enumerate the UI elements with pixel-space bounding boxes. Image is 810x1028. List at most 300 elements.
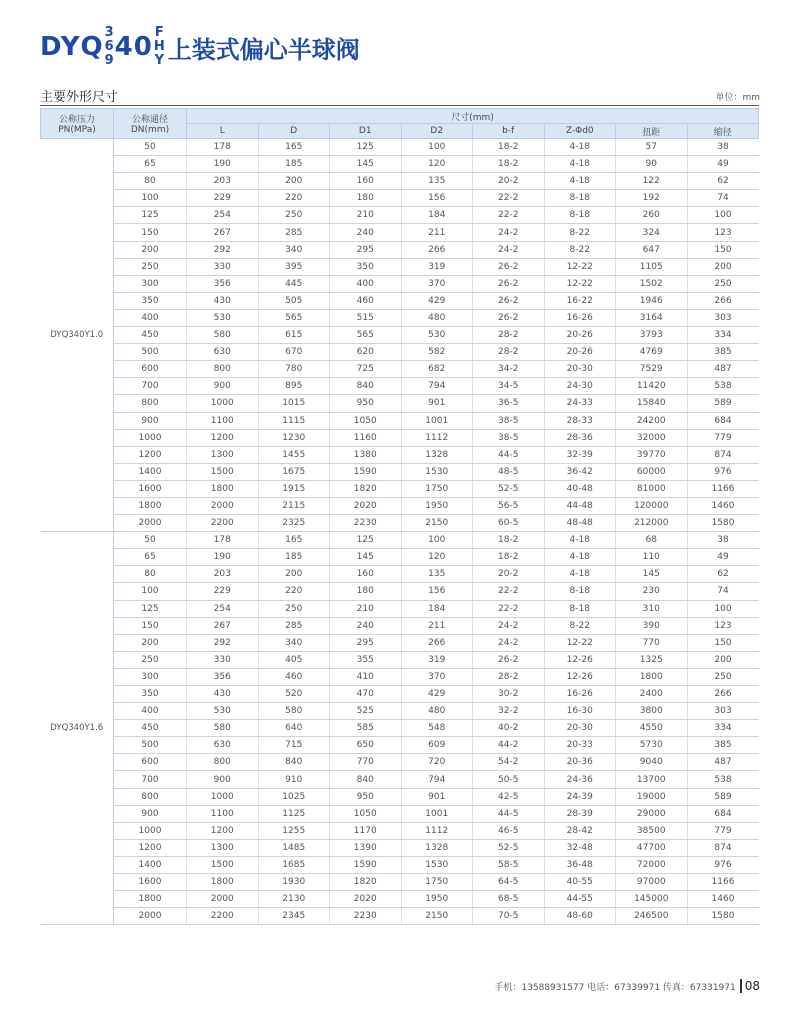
table-cell: 250 <box>258 207 330 224</box>
table-cell: 324 <box>616 224 688 241</box>
table-cell: 405 <box>258 651 330 668</box>
table-cell: 12-22 <box>544 275 616 292</box>
table-cell: 1328 <box>401 839 473 856</box>
dn-cell: 300 <box>114 275 187 292</box>
table-cell: 1502 <box>616 275 688 292</box>
table-cell: 538 <box>687 771 759 788</box>
table-row <box>41 378 759 395</box>
table-cell: 210 <box>330 600 402 617</box>
table-row <box>41 856 759 873</box>
table-cell: 525 <box>330 703 402 720</box>
table-cell: 430 <box>187 292 259 309</box>
table-row <box>41 908 759 925</box>
table-cell: 5730 <box>616 737 688 754</box>
table-row <box>41 497 759 514</box>
table-cell: 28-2 <box>473 668 545 685</box>
dn-cell: 80 <box>114 173 187 190</box>
table-cell: 203 <box>187 566 259 583</box>
table-cell: 480 <box>401 703 473 720</box>
table-cell: 20-26 <box>544 344 616 361</box>
table-cell: 1380 <box>330 446 402 463</box>
table-cell: 100 <box>687 600 759 617</box>
table-row <box>41 361 759 378</box>
table-cell: 800 <box>187 754 259 771</box>
dn-cell: 700 <box>114 378 187 395</box>
table-cell: 2325 <box>258 515 330 532</box>
table-cell: 615 <box>258 327 330 344</box>
table-cell: 1580 <box>687 515 759 532</box>
dn-cell: 65 <box>114 156 187 173</box>
table-cell: 292 <box>187 634 259 651</box>
table-cell: 74 <box>687 583 759 600</box>
table-cell: 1530 <box>401 856 473 873</box>
table-cell: 1750 <box>401 874 473 891</box>
table-cell: 22-2 <box>473 207 545 224</box>
table-cell: 18-2 <box>473 156 545 173</box>
table-cell: 125 <box>330 532 402 549</box>
table-cell: 1112 <box>401 822 473 839</box>
dn-cell: 800 <box>114 395 187 412</box>
table-cell: 2200 <box>187 908 259 925</box>
table-cell: 340 <box>258 241 330 258</box>
table-cell: 356 <box>187 275 259 292</box>
table-cell: 1800 <box>187 480 259 497</box>
table-cell: 13700 <box>616 771 688 788</box>
table-cell: 1500 <box>187 463 259 480</box>
table-cell: 40-2 <box>473 720 545 737</box>
table-cell: 90 <box>616 156 688 173</box>
table-cell: 145000 <box>616 891 688 908</box>
table-cell: 19000 <box>616 788 688 805</box>
table-row <box>41 771 759 788</box>
table-cell: 3793 <box>616 327 688 344</box>
table-cell: 1100 <box>187 805 259 822</box>
table-cell: 682 <box>401 361 473 378</box>
dn-cell: 400 <box>114 309 187 326</box>
table-cell: 1500 <box>187 856 259 873</box>
dn-cell: 2000 <box>114 515 187 532</box>
table-cell: 1590 <box>330 856 402 873</box>
table-cell: 26-2 <box>473 292 545 309</box>
table-cell: 135 <box>401 566 473 583</box>
table-cell: 178 <box>187 139 259 156</box>
table-cell: 28-2 <box>473 327 545 344</box>
table-cell: 385 <box>687 737 759 754</box>
table-cell: 670 <box>258 344 330 361</box>
table-cell: 4-18 <box>544 173 616 190</box>
table-cell: 330 <box>187 258 259 275</box>
table-row <box>41 788 759 805</box>
table-cell: 8-18 <box>544 583 616 600</box>
table-cell: 8-18 <box>544 600 616 617</box>
table-cell: 240 <box>330 224 402 241</box>
table-cell: 48-5 <box>473 463 545 480</box>
table-cell: 1000 <box>187 788 259 805</box>
table-cell: 165 <box>258 532 330 549</box>
column-header: L <box>187 124 259 139</box>
dn-cell: 1800 <box>114 497 187 514</box>
table-cell: 1950 <box>401 891 473 908</box>
footer-contact: 手机：13588931577 电话：67339971 传真：67331971 <box>494 982 736 993</box>
table-cell: 68-5 <box>473 891 545 908</box>
footer <box>494 979 760 993</box>
table-cell: 976 <box>687 856 759 873</box>
dn-cell: 125 <box>114 600 187 617</box>
table-cell: 725 <box>330 361 402 378</box>
table-cell: 22-2 <box>473 583 545 600</box>
table-cell: 356 <box>187 668 259 685</box>
table-row <box>41 720 759 737</box>
dn-cell: 600 <box>114 754 187 771</box>
dn-cell: 500 <box>114 737 187 754</box>
table-cell: 460 <box>330 292 402 309</box>
table-cell: 110 <box>616 549 688 566</box>
title-product-name: 上装式偏心半球阀 <box>167 35 360 64</box>
dn-cell: 1400 <box>114 856 187 873</box>
table-cell: 900 <box>187 771 259 788</box>
table-row <box>41 686 759 703</box>
table-cell: 211 <box>401 617 473 634</box>
table-cell: 8-18 <box>544 207 616 224</box>
table-cell: 8-22 <box>544 241 616 258</box>
table-cell: 100 <box>687 207 759 224</box>
table-cell: 26-2 <box>473 275 545 292</box>
title-mid: 40 <box>114 32 153 62</box>
table-cell: 319 <box>401 258 473 275</box>
table-cell: 2230 <box>330 515 402 532</box>
table-cell: 285 <box>258 617 330 634</box>
table-cell: 267 <box>187 224 259 241</box>
table-cell: 266 <box>687 686 759 703</box>
table-cell: 1800 <box>187 874 259 891</box>
table-row <box>41 327 759 344</box>
table-cell: 901 <box>401 788 473 805</box>
dn-cell: 150 <box>114 224 187 241</box>
table-cell: 24-2 <box>473 617 545 634</box>
dn-cell: 1600 <box>114 874 187 891</box>
table-cell: 895 <box>258 378 330 395</box>
table-cell: 200 <box>258 173 330 190</box>
table-cell: 530 <box>187 703 259 720</box>
table-cell: 220 <box>258 583 330 600</box>
table-cell: 16-26 <box>544 686 616 703</box>
table-cell: 44-5 <box>473 805 545 822</box>
table-cell: 150 <box>687 241 759 258</box>
table-cell: 212000 <box>616 515 688 532</box>
title-stack-digit: 9 <box>104 53 114 68</box>
table-cell: 24200 <box>616 412 688 429</box>
table-cell: 39770 <box>616 446 688 463</box>
table-cell: 50-5 <box>473 771 545 788</box>
model-group-label: DYQ340Y1.6 <box>41 532 114 925</box>
table-cell: 44-2 <box>473 737 545 754</box>
table-cell: 285 <box>258 224 330 241</box>
dn-cell: 300 <box>114 668 187 685</box>
table-cell: 840 <box>330 378 402 395</box>
table-cell: 74 <box>687 190 759 207</box>
table-cell: 250 <box>258 600 330 617</box>
table-cell: 211 <box>401 224 473 241</box>
table-row <box>41 839 759 856</box>
table-cell: 630 <box>187 737 259 754</box>
table-row <box>41 805 759 822</box>
table-cell: 184 <box>401 600 473 617</box>
dn-cell: 500 <box>114 344 187 361</box>
table-cell: 125 <box>330 139 402 156</box>
table-cell: 1025 <box>258 788 330 805</box>
table-cell: 910 <box>258 771 330 788</box>
table-cell: 2000 <box>187 891 259 908</box>
table-cell: 1328 <box>401 446 473 463</box>
table-cell: 20-26 <box>544 327 616 344</box>
table-cell: 190 <box>187 156 259 173</box>
table-cell: 874 <box>687 839 759 856</box>
table-cell: 38-5 <box>473 429 545 446</box>
table-cell: 160 <box>330 566 402 583</box>
dn-cell: 80 <box>114 566 187 583</box>
table-cell: 1455 <box>258 446 330 463</box>
column-header: D1 <box>330 124 402 139</box>
table-row <box>41 292 759 309</box>
table-row <box>41 634 759 651</box>
table-cell: 515 <box>330 309 402 326</box>
table-cell: 1685 <box>258 856 330 873</box>
table-cell: 4-18 <box>544 549 616 566</box>
table-cell: 1800 <box>616 668 688 685</box>
dn-cell: 450 <box>114 720 187 737</box>
table-cell: 28-36 <box>544 429 616 446</box>
table-cell: 292 <box>187 241 259 258</box>
dn-cell: 150 <box>114 617 187 634</box>
table-cell: 2345 <box>258 908 330 925</box>
table-cell: 160 <box>330 173 402 190</box>
dn-cell: 125 <box>114 207 187 224</box>
table-cell: 58-5 <box>473 856 545 873</box>
table-cell: 1820 <box>330 480 402 497</box>
table-cell: 32000 <box>616 429 688 446</box>
table-cell: 4-18 <box>544 139 616 156</box>
table-cell: 48-60 <box>544 908 616 925</box>
table-cell: 1590 <box>330 463 402 480</box>
table-cell: 28-33 <box>544 412 616 429</box>
table-cell: 46-5 <box>473 822 545 839</box>
title-stack-letter: F <box>154 25 164 40</box>
table-cell: 230 <box>616 583 688 600</box>
table-cell: 24-2 <box>473 241 545 258</box>
table-cell: 565 <box>330 327 402 344</box>
table-cell: 779 <box>687 822 759 839</box>
table-cell: 1170 <box>330 822 402 839</box>
dn-cell: 50 <box>114 139 187 156</box>
dn-cell: 2000 <box>114 908 187 925</box>
table-cell: 36-5 <box>473 395 545 412</box>
table-row <box>41 275 759 292</box>
table-cell: 16-22 <box>544 292 616 309</box>
table-row <box>41 566 759 583</box>
table-cell: 28-2 <box>473 344 545 361</box>
table-cell: 1460 <box>687 891 759 908</box>
table-cell: 48-48 <box>544 515 616 532</box>
table-cell: 1255 <box>258 822 330 839</box>
table-cell: 70-5 <box>473 908 545 925</box>
table-row <box>41 344 759 361</box>
table-cell: 145 <box>330 156 402 173</box>
dn-cell: 900 <box>114 412 187 429</box>
table-cell: 57 <box>616 139 688 156</box>
table-cell: 582 <box>401 344 473 361</box>
table-cell: 429 <box>401 292 473 309</box>
table-cell: 47700 <box>616 839 688 856</box>
table-cell: 585 <box>330 720 402 737</box>
table-cell: 1166 <box>687 874 759 891</box>
dn-cell: 50 <box>114 532 187 549</box>
table-cell: 609 <box>401 737 473 754</box>
table-row <box>41 309 759 326</box>
table-cell: 220 <box>258 190 330 207</box>
table-cell: 16-30 <box>544 703 616 720</box>
table-cell: 684 <box>687 805 759 822</box>
table-cell: 11420 <box>616 378 688 395</box>
dn-cell: 65 <box>114 549 187 566</box>
table-cell: 2020 <box>330 497 402 514</box>
table-cell: 480 <box>401 309 473 326</box>
table-cell: 1112 <box>401 429 473 446</box>
table-cell: 72000 <box>616 856 688 873</box>
table-cell: 32-2 <box>473 703 545 720</box>
dn-cell: 1400 <box>114 463 187 480</box>
table-cell: 779 <box>687 429 759 446</box>
table-cell: 330 <box>187 651 259 668</box>
table-cell: 250 <box>687 668 759 685</box>
table-cell: 240 <box>330 617 402 634</box>
table-row <box>41 515 759 532</box>
table-cell: 250 <box>687 275 759 292</box>
table-cell: 8-18 <box>544 190 616 207</box>
table-cell: 44-48 <box>544 497 616 514</box>
table-cell: 1050 <box>330 805 402 822</box>
table-row <box>41 429 759 446</box>
dn-cell: 250 <box>114 651 187 668</box>
table-cell: 122 <box>616 173 688 190</box>
table-cell: 34-5 <box>473 378 545 395</box>
dn-cell: 250 <box>114 258 187 275</box>
table-cell: 1001 <box>401 412 473 429</box>
table-cell: 794 <box>401 771 473 788</box>
table-cell: 12-26 <box>544 668 616 685</box>
table-cell: 229 <box>187 583 259 600</box>
table-cell: 4550 <box>616 720 688 737</box>
table-cell: 3800 <box>616 703 688 720</box>
table-cell: 1300 <box>187 446 259 463</box>
table-cell: 334 <box>687 327 759 344</box>
table-cell: 260 <box>616 207 688 224</box>
table-cell: 26-2 <box>473 309 545 326</box>
table-cell: 56-5 <box>473 497 545 514</box>
table-row <box>41 874 759 891</box>
table-cell: 630 <box>187 344 259 361</box>
dn-cell: 1000 <box>114 822 187 839</box>
table-cell: 487 <box>687 754 759 771</box>
table-cell: 266 <box>687 292 759 309</box>
table-cell: 334 <box>687 720 759 737</box>
table-cell: 190 <box>187 549 259 566</box>
table-cell: 470 <box>330 686 402 703</box>
title-prefix: DYQ <box>40 32 104 62</box>
table-cell: 1675 <box>258 463 330 480</box>
table-body <box>41 139 759 925</box>
table-cell: 100 <box>401 139 473 156</box>
table-cell: 1125 <box>258 805 330 822</box>
table-cell: 210 <box>330 207 402 224</box>
table-cell: 135 <box>401 173 473 190</box>
table-cell: 580 <box>187 327 259 344</box>
table-cell: 445 <box>258 275 330 292</box>
table-row <box>41 668 759 685</box>
table-row <box>41 532 759 549</box>
table-cell: 40-48 <box>544 480 616 497</box>
table-cell: 203 <box>187 173 259 190</box>
table-cell: 24-33 <box>544 395 616 412</box>
table-cell: 620 <box>330 344 402 361</box>
table-cell: 395 <box>258 258 330 275</box>
table-cell: 180 <box>330 190 402 207</box>
table-cell: 548 <box>401 720 473 737</box>
dn-cell: 200 <box>114 241 187 258</box>
table-cell: 1015 <box>258 395 330 412</box>
table-cell: 28-39 <box>544 805 616 822</box>
table-cell: 684 <box>687 412 759 429</box>
table-cell: 24-30 <box>544 378 616 395</box>
dn-cell: 350 <box>114 686 187 703</box>
table-cell: 266 <box>401 241 473 258</box>
table-cell: 254 <box>187 600 259 617</box>
column-header: D <box>258 124 330 139</box>
table-cell: 720 <box>401 754 473 771</box>
table-cell: 3164 <box>616 309 688 326</box>
table-cell: 2150 <box>401 515 473 532</box>
dn-cell: 450 <box>114 327 187 344</box>
table-cell: 180 <box>330 583 402 600</box>
table-cell: 976 <box>687 463 759 480</box>
table-row <box>41 446 759 463</box>
table-cell: 1200 <box>187 822 259 839</box>
table-row <box>41 549 759 566</box>
dn-cell: 1800 <box>114 891 187 908</box>
table-cell: 1915 <box>258 480 330 497</box>
table-cell: 430 <box>187 686 259 703</box>
table-cell: 874 <box>687 446 759 463</box>
section-divider <box>40 105 759 106</box>
table-cell: 12-26 <box>544 651 616 668</box>
table-cell: 1166 <box>687 480 759 497</box>
table-cell: 370 <box>401 275 473 292</box>
table-cell: 1950 <box>401 497 473 514</box>
column-header: D2 <box>401 124 473 139</box>
table-cell: 505 <box>258 292 330 309</box>
table-cell: 9040 <box>616 754 688 771</box>
dn-cell: 400 <box>114 703 187 720</box>
table-cell: 20-33 <box>544 737 616 754</box>
table-cell: 145 <box>330 549 402 566</box>
table-row <box>41 703 759 720</box>
table-cell: 54-2 <box>473 754 545 771</box>
table-cell: 2400 <box>616 686 688 703</box>
table-cell: 28-42 <box>544 822 616 839</box>
table-row <box>41 241 759 258</box>
table-cell: 38 <box>687 532 759 549</box>
table-cell: 8-22 <box>544 617 616 634</box>
title-stack-digit: 3 <box>104 25 114 40</box>
